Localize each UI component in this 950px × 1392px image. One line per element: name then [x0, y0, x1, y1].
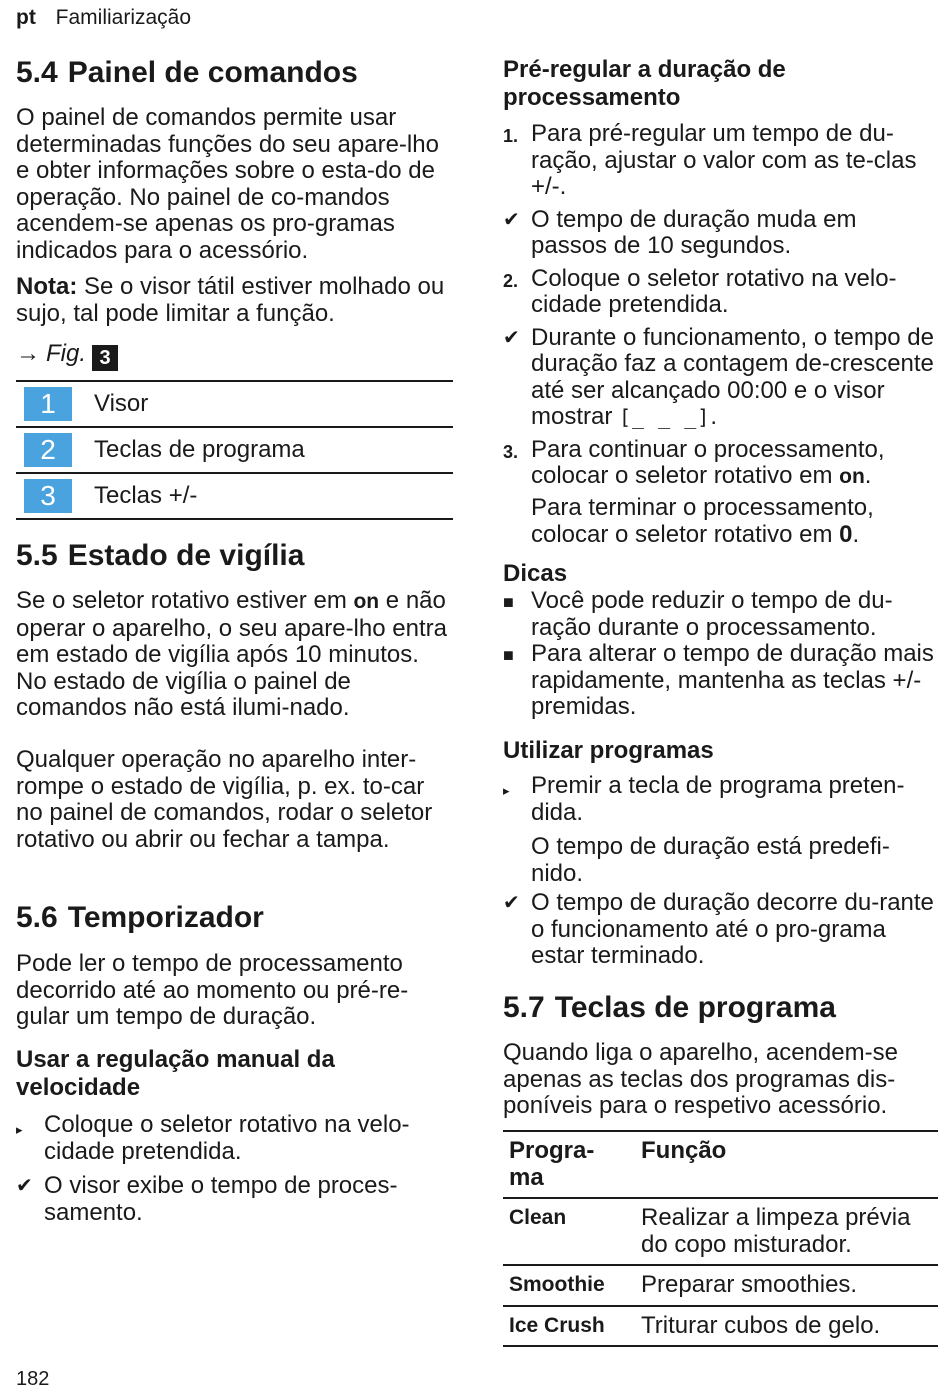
step-number: 2.: [503, 270, 519, 291]
program-function: Preparar smoothies.: [641, 1271, 858, 1298]
program-name: Clean: [509, 1206, 567, 1229]
checkmark-icon: ✔: [503, 208, 520, 231]
section-5-4-heading: 5.4 Painel de comandos: [16, 56, 358, 89]
legend-label: Teclas +/-: [94, 482, 198, 509]
use-programs-heading: Utilizar programas: [503, 737, 714, 764]
table-header-row: [503, 1131, 938, 1198]
table-row: [503, 1265, 938, 1306]
figure-reference: → Fig. 3: [16, 340, 118, 371]
program-function: Realizar a limpeza prévia do copo misturador.: [641, 1204, 911, 1258]
legend-label: Visor: [94, 390, 149, 417]
legend-row: [16, 474, 453, 520]
table-header-function: Função: [641, 1137, 727, 1164]
note: Nota: Se o visor tátil estiver molhado ou sujo, tal pode limitar a função.: [16, 273, 445, 327]
tips-list: [503, 588, 938, 721]
triangle-bullet-icon: ▸: [16, 1122, 23, 1137]
table-row: [503, 1306, 938, 1347]
list-item: ▸ Premir a tecla de programa preten-dida.: [503, 772, 905, 826]
program-table: [503, 1130, 938, 1347]
arrow-right-icon: →: [16, 340, 40, 367]
chapter-name: Familiarização: [55, 6, 192, 29]
legend-number: 3: [24, 479, 72, 513]
section-5-5-paragraph-2: Qualquer operação no aparelho inter-rompe o estado de vigília, p. ex. to-car no painel de comandos, rodar o seletor rotativo ou abrir ou fechar a tampa.: [16, 746, 433, 853]
section-5-7-intro: Quando liga o aparelho, acendem-se apenas as teclas dos programas dis-poníveis para o respetivo acessório.: [503, 1039, 898, 1119]
result-item: ✔ O tempo de duração decorre du-rante o funcionamento até o pro-grama estar terminado.: [503, 889, 934, 969]
legend-label: Teclas de programa: [94, 436, 305, 463]
list-item: ✔ O visor exibe o tempo de proces-samento.: [16, 1172, 398, 1226]
square-bullet-icon: ■: [503, 592, 514, 612]
program-function: Triturar cubos de gelo.: [641, 1311, 881, 1339]
page-header: [16, 6, 191, 30]
section-5-5-paragraph-1: Se o seletor rotativo estiver em on e não operar o aparelho, o seu apare-lho entra em estado de vigília após 10 minutos. No estado de vigília o painel de comandos não está ilumi-nado.: [16, 587, 447, 721]
manual-speed-list: [16, 1112, 453, 1226]
legend-row: [16, 382, 453, 428]
section-5-4-intro: O painel de comandos permite usar determinadas funções do seu apare-lho e obter informações sobre o esta-do de operação. No painel de co-mandos acendem-se apenas os pro-gramas indicados para o acessório.: [16, 104, 439, 264]
triangle-bullet-icon: ▸: [503, 783, 510, 798]
section-5-6-heading: 5.6 Temporizador: [16, 901, 264, 934]
program-name: Smoothie: [509, 1273, 605, 1296]
legend-number: 2: [24, 433, 72, 467]
display-dashes-icon: [_ _ _]: [619, 405, 711, 429]
preset-duration-steps: [503, 121, 938, 497]
legend-row: [16, 428, 453, 474]
tips-heading: Dicas: [503, 560, 568, 587]
program-name: Ice Crush: [509, 1313, 605, 1337]
section-5-6-intro: Pode ler o tempo de processamento decorrido até ao momento ou pré-re-gular um tempo de duração.: [16, 950, 409, 1030]
legend-number: 1: [24, 387, 72, 421]
list-item: ▸ Coloque o seletor rotativo na velo-cidade pretendida.: [16, 1111, 410, 1165]
section-5-7-heading: 5.7 Teclas de programa: [503, 991, 836, 1024]
table-header-program: Progra-ma: [509, 1137, 595, 1191]
step-number: 1.: [503, 126, 519, 146]
list-item: ■ Para alterar o tempo de duração mais rapidamente, mantenha as teclas +/- premidas.: [503, 640, 934, 720]
checkmark-icon: ✔: [503, 892, 520, 914]
result-item: ✔ O tempo de duração muda em passos de 10 segundos.: [503, 205, 857, 259]
square-bullet-icon: ■: [503, 645, 514, 665]
language-code: pt: [16, 6, 36, 29]
use-programs-list: [503, 773, 938, 826]
manual-speed-heading: Usar a regulação manual da velocidade: [16, 1046, 335, 1101]
page-number: 182: [16, 1368, 50, 1390]
step-3-continuation: Para terminar o processamento, colocar o seletor rotativo em 0.: [531, 494, 874, 548]
section-5-5-heading: 5.5 Estado de vigília: [16, 539, 305, 572]
step-item: 1. Para pré-regular um tempo de du-ração, ajustar o valor com as te-clas +/-.: [503, 120, 917, 200]
use-programs-result: [503, 890, 938, 970]
preset-duration-heading: Pré-regular a duração de processamento: [503, 56, 786, 111]
figure-number-badge: 3: [92, 345, 118, 371]
step-item: 2. Coloque o seletor rotativo na velo-cidade pretendida.: [503, 264, 897, 318]
table-row: [503, 1198, 938, 1265]
list-item: ■ Você pode reduzir o tempo de du-ração durante o processamento.: [503, 587, 893, 641]
use-programs-continuation: O tempo de duração está predefi-nido.: [531, 833, 890, 887]
figure-legend: [16, 380, 453, 520]
checkmark-icon: ✔: [16, 1175, 33, 1197]
step-number: 3.: [503, 441, 519, 462]
checkmark-icon: ✔: [503, 326, 520, 349]
step-item: 3. Para continuar o processamento, colocar o seletor rotativo em on.: [503, 435, 885, 489]
result-item: ✔ Durante o funcionamento, o tempo de duração faz a contagem de-crescente até ser alcançado 00:00 e o visor mostrar [_ _ _].: [503, 323, 934, 430]
